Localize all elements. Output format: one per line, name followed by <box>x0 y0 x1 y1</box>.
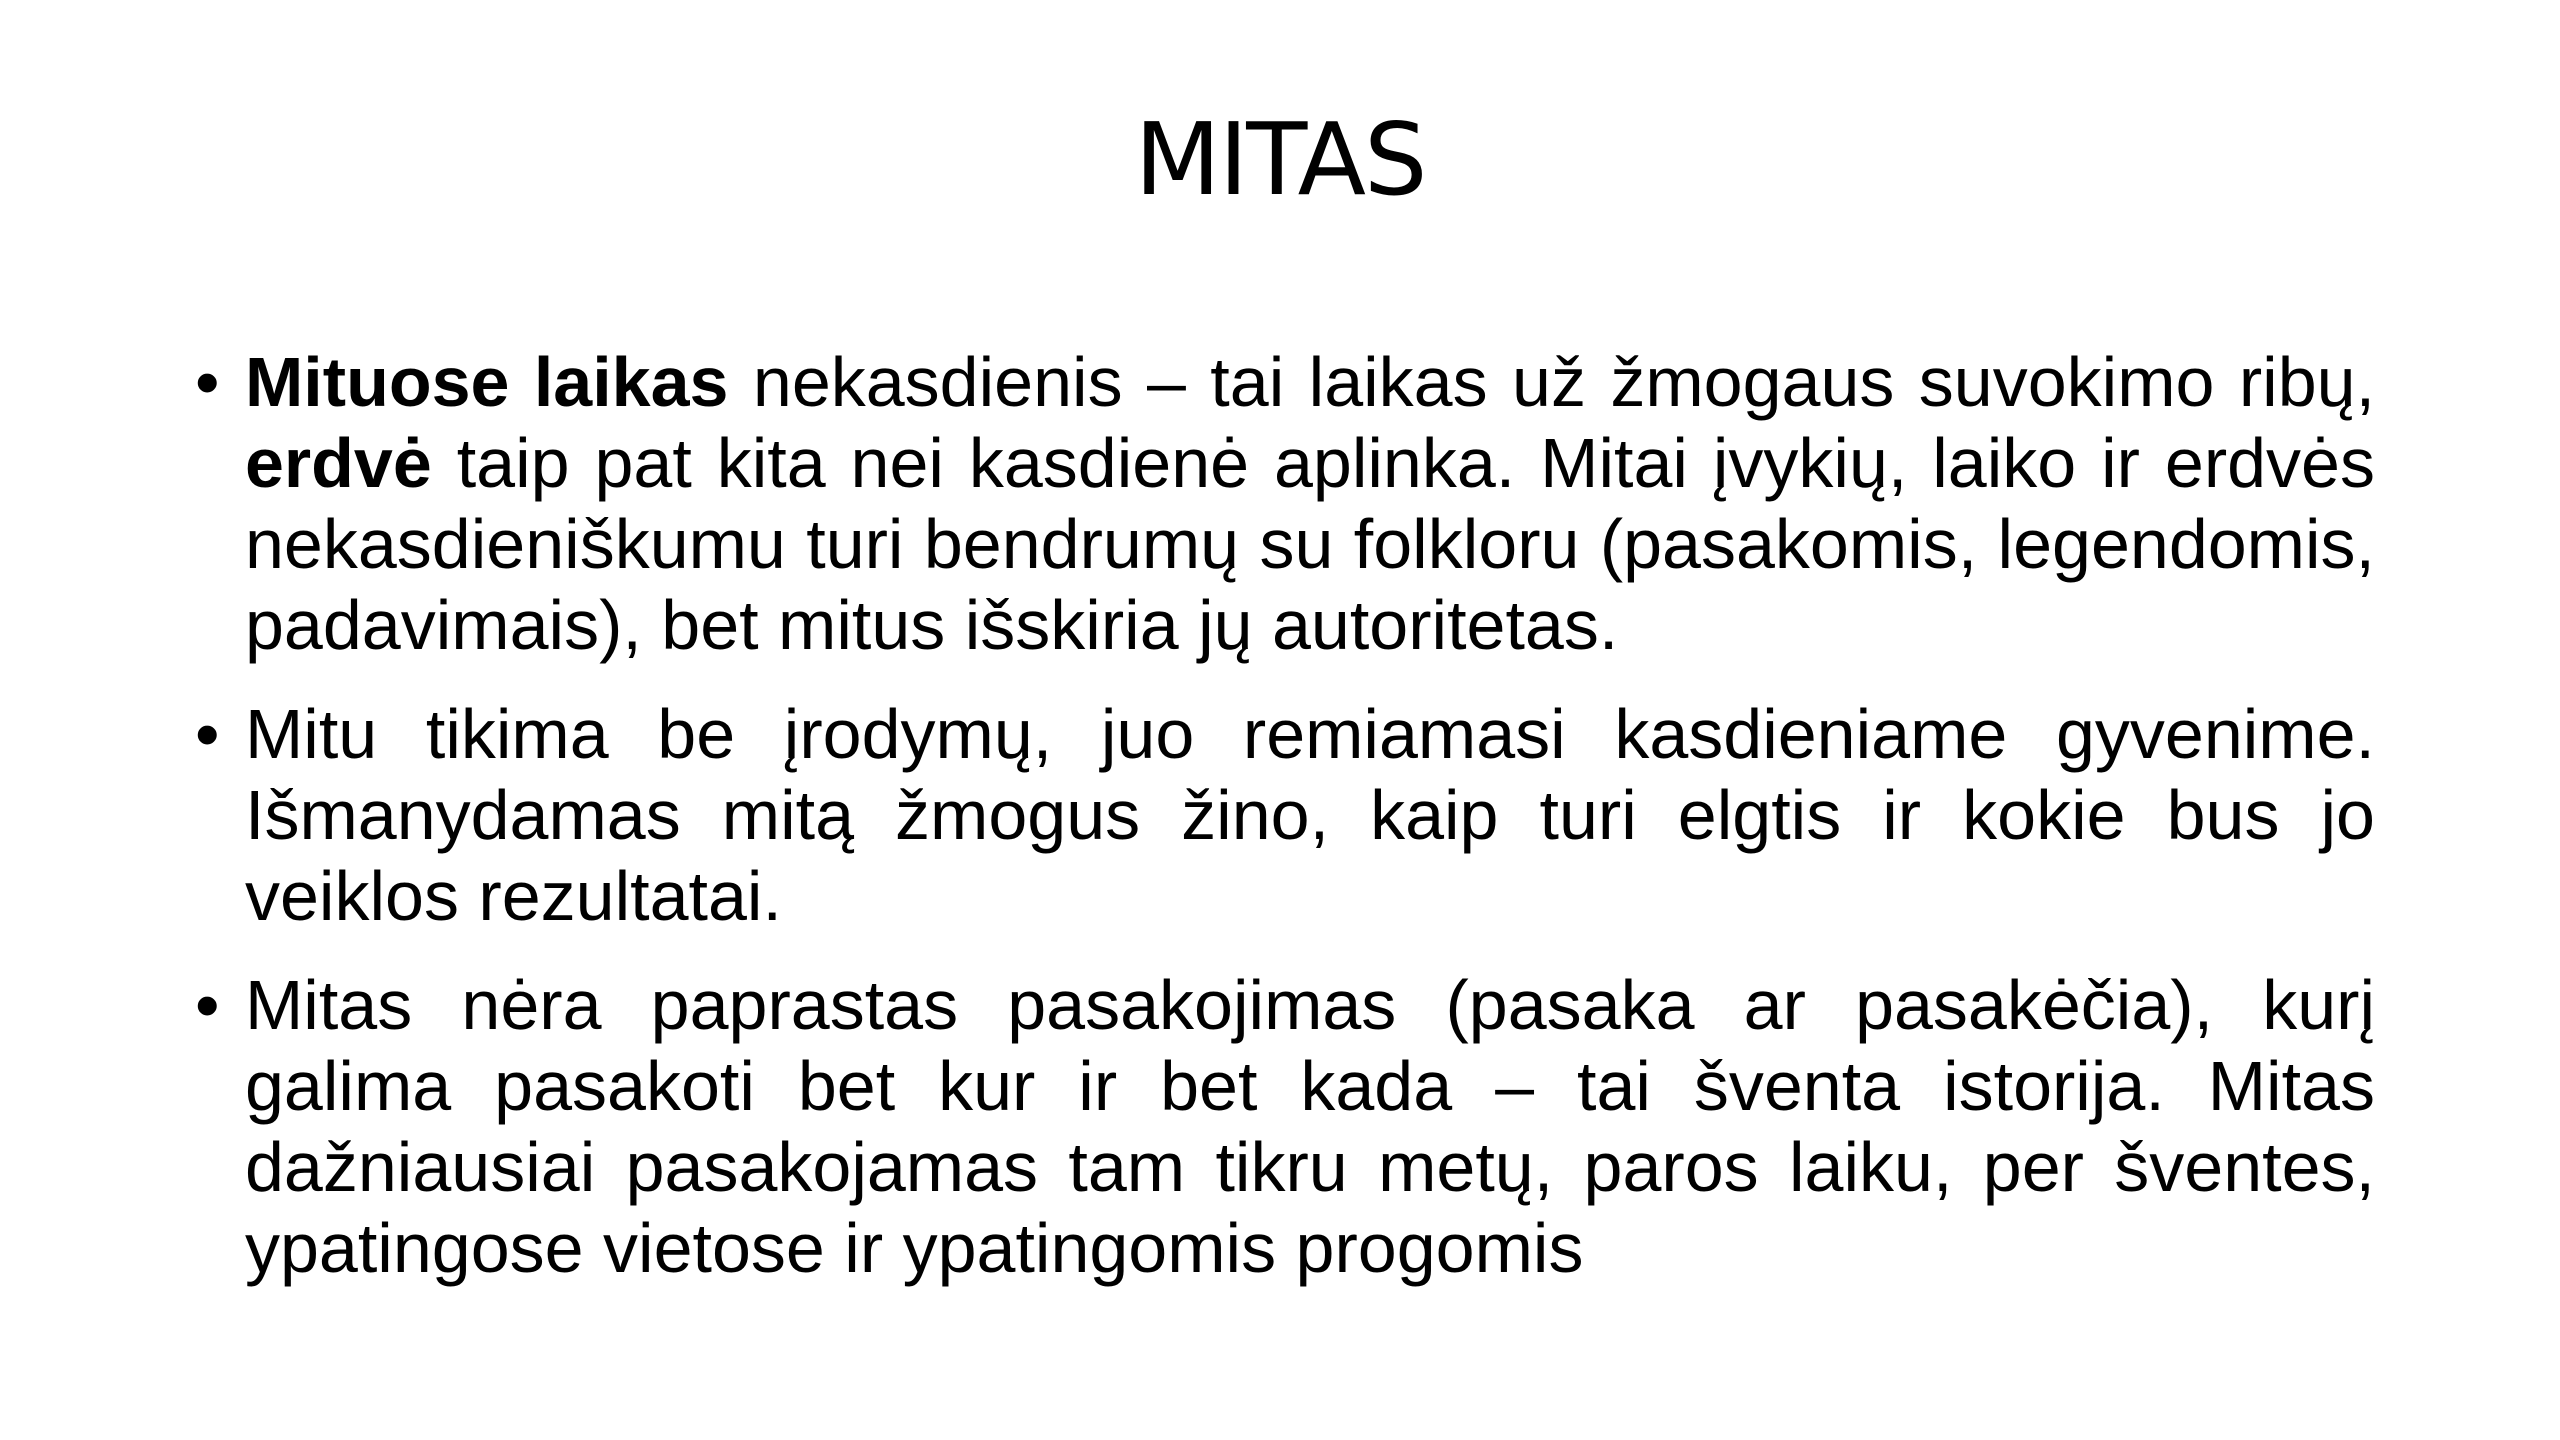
bullet-1-text-part-1: nekasdienis – tai laikas už žmogaus suvokimo ribų, <box>728 343 2376 421</box>
bullet-2-text: Mitu tikima be įrodymų, juo remiamasi kasdieniame gyvenime. Išmanydamas mitą žmogus žino, kaip turi elgtis ir kokie bus jo veiklos rezultatai. <box>245 695 2375 935</box>
slide-title: MITAS <box>1134 101 1426 218</box>
bullet-3-text: Mitas nėra paprastas pasakojimas (pasaka ar pasakėčia), kurį galima pasakoti bet kur ir bet kada – tai šventa istorija. Mitas dažniausiai pasakojamas tam tikru metų, paros laiku, per šventes, ypatingose vietose ir ypatingomis progomis <box>245 966 2375 1287</box>
bullet-1-text-part-2: taip pat kita nei kasdienė aplinka. Mitai įvykių, laiko ir erdvės nekasdieniškumu turi bendrumų su folkloru (pasakomis, legendomis, padavimais), bet mitus išskiria jų autoritetas. <box>245 424 2375 664</box>
bullet-item-2 <box>195 694 2375 937</box>
bullet-1-bold-term-space: erdvė <box>245 424 432 502</box>
bullet-marker: • <box>195 966 220 1044</box>
bullet-item-1 <box>195 342 2375 666</box>
bullet-marker: • <box>195 695 220 773</box>
bullet-marker: • <box>195 343 220 421</box>
bullet-item-3 <box>195 965 2375 1289</box>
bullet-list <box>195 342 2375 1317</box>
bullet-1-bold-term-time: Mituose laikas <box>245 343 729 421</box>
